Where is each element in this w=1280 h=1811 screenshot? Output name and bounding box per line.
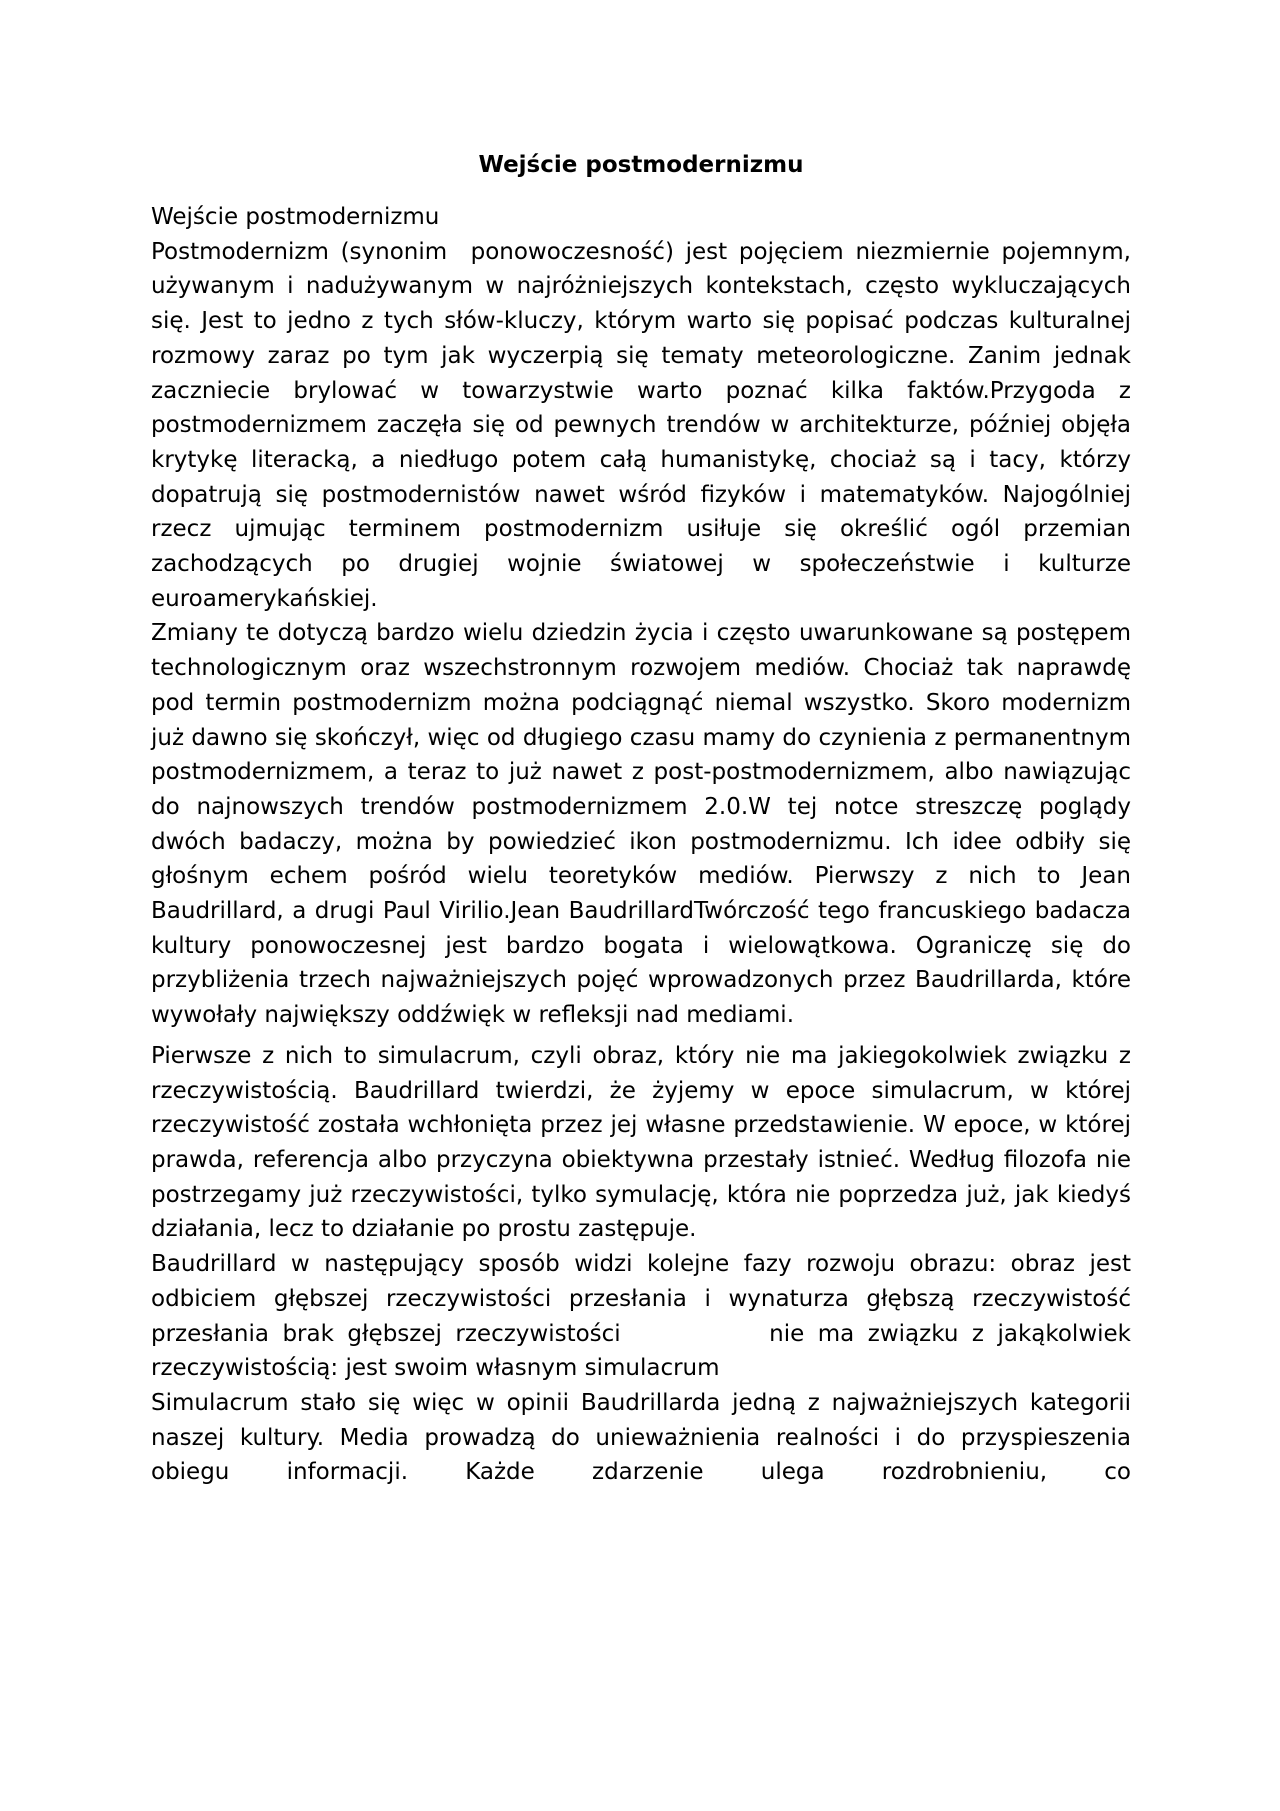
paragraph-1: Postmodernizm (synonim ponowoczesność) jest pojęciem niezmiernie pojemnym, używanym i nadużywanym w najróżniejszych kontekstach, często wykluczających się. Jest to jedno z tych słów-kluczy, którym warto się popisać podczas kulturalnej rozmowy zaraz po tym jak wyczerpią się tematy meteorologiczne. Zanim jednak zaczniecie brylować w towarzystwie warto poznać kilka faktów.Przygoda z postmodernizmem zaczęła się od pewnych trendów w architekturze, później objęła krytykę literacką, a niedługo potem całą humanistykę, chociaż są i tacy, którzy dopatrują się postmodernistów nawet wśród fizyków i matematyków. Najogólniej rzecz ujmując terminem postmodernizm usiłuje się określić ogól przemian zachodzących po drugiej wojnie światowej w społeczeństwie i kulturze euroamerykańskiej. [151,238,1139,612]
document-page [151,148,1139,1490]
paragraph-5: Simulacrum stało się więc w opinii Baudrillarda jedną z najważniejszych kategorii naszej kultury. Media prowadzą do unieważnienia realności i do przyspieszenia obiegu informacji. Każde zdarzenie ulega rozdrobnieniu, co [151,1389,1131,1486]
document-title: Wejście postmodernizmu [478,152,804,178]
paragraph-3: Pierwsze z nich to simulacrum, czyli obraz, który nie ma jakiegokolwiek związku z rzeczywistością. Baudrillard twierdzi, że żyjemy w epoce simulacrum, w której rzeczywistość została wchłonięta przez jej własne przedstawienie. W epoce, w której prawda, referencja albo przyczyna obiektywna przestały istnieć. Według filozofa nie postrzegamy już rzeczywistości, tylko symulację, która nie poprzedza już, jak kiedyś działania, lecz to działanie po prostu zastępuje. [151,1042,1131,1243]
document-subtitle: Wejście postmodernizmu [151,204,440,230]
paragraph-2: Zmiany te dotyczą bardzo wielu dziedzin życia i często uwarunkowane są postępem technologicznym oraz wszechstronnym rozwojem mediów. Chociaż tak naprawdę pod termin postmodernizm można podciągnąć niemal wszystko. Skoro modernizm już dawno się skończył, więc od długiego czasu mamy do czynienia z permanentnym postmodernizmem, a teraz to już nawet z post-postmodernizmem, albo nawiązując do najnowszych trendów postmodernizmem 2.0.W tej notce streszczę poglądy dwóch badaczy, można by powiedzieć ikon postmodernizmu. Ich idee odbiły się głośnym echem pośród wielu teoretyków mediów. Pierwszy z nich to Jean Baudrillard, a drugi Paul Virilio.Jean BaudrillardTwórczość tego francuskiego badacza kultury ponowoczesnej jest bardzo bogata i wielowątkowa. Ograniczę się do przybliżenia trzech najważniejszych pojęć wprowadzonych przez Baudrillarda, które wywołały największy oddźwięk w refleksji nad mediami. [151,620,1131,1029]
paragraph-4: Baudrillard w następujący sposób widzi kolejne fazy rozwoju obrazu: obraz jest odbiciem głębszej rzeczywistości przesłania i wynaturza głębszą rzeczywistość przesłania brak głębszej rzeczywistości nie ma związku z jakąkolwiek rzeczywistością: jest swoim własnym simulacrum [151,1251,1139,1382]
